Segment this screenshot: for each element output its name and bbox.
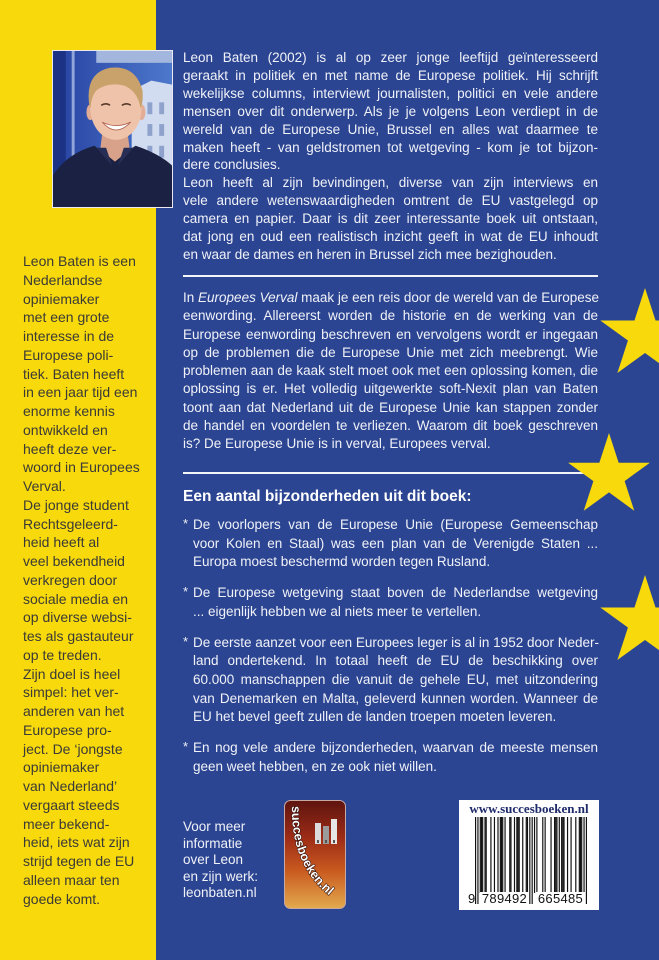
more-info-line: Voor meer — [183, 819, 246, 834]
book-line: toont aan dat Nederland uit de Europese Unie kan stappen zonder — [183, 399, 598, 415]
bio-line: Leon Baten is een — [23, 253, 136, 269]
asterisk-bullet-icon: * — [183, 633, 189, 649]
isbn-barcode — [459, 800, 599, 910]
about-line: en waar de dames en heren in Brussel zich mee bezighouden. — [183, 246, 557, 262]
bio-line: simpel: het ver- — [23, 684, 119, 701]
website-url: leonbaten.nl — [183, 885, 257, 900]
bio-line: tiek. Baten heeft — [23, 365, 125, 382]
about-line: wereld van de Europese Unie, Brussel en alles wat daarmee te — [183, 121, 598, 137]
more-info-line: over Leon — [183, 852, 244, 867]
bio-line: opiniemaker — [23, 759, 100, 776]
highlights-heading: Een aantal bijzonderheden uit dit boek: — [183, 488, 472, 505]
bio-line: opiniemaker — [23, 290, 100, 307]
bio-line: tes als gastauteur — [23, 628, 134, 644]
publisher-url: www.succesboeken.nl — [469, 801, 589, 816]
bio-line: ject. De ‘jongste — [23, 740, 123, 757]
author-photo — [52, 50, 173, 208]
publisher-logo-graphic — [284, 800, 346, 909]
highlight-item — [183, 516, 598, 572]
book-line: op de problemen die de Europese Unie met zich meebrengt. Wie — [183, 344, 598, 360]
highlight-item — [183, 634, 598, 728]
about-line: mensen over dit onderwerp. Als je je volgens Leon verdiept in de — [183, 103, 598, 119]
about-line: dere conclusies. — [183, 157, 281, 173]
more-info-text — [183, 819, 258, 902]
highlight-line: ... eigenlijk hebben we al niets meer te vertellen. — [193, 603, 482, 619]
highlight-item — [183, 584, 598, 621]
bio-line: strijd tegen de EU — [23, 853, 135, 869]
highlight-line: De Europese wetgeving staat boven de Nederlandse wetgeving — [193, 585, 598, 601]
book-title: Europees Verval — [198, 290, 298, 305]
bio-line: verkregen door — [23, 571, 118, 588]
book-line: problemen aan de kaak stelt moet ook met een oplossing komen, die — [183, 363, 598, 379]
book-line: oplossing is er. Het volledig uitgewerkte soft-Nexit plan van Baten — [183, 381, 598, 397]
book-description — [183, 289, 598, 454]
publisher-logo-text: succesboeken.nl — [288, 806, 337, 898]
book-line: eenwording. Allereerst worden de historie en de werking van de — [183, 308, 598, 324]
asterisk-bullet-icon: * — [183, 584, 189, 600]
about-line: Leon heeft al zijn bevindingen, diverse van zijn interviews en — [183, 175, 598, 191]
about-line: Leon Baten (2002) is al op zeer jonge leeftijd geïnteresseerd — [183, 50, 598, 65]
barcode-first-digit: 9 — [468, 891, 476, 906]
about-line: dat jong en oud een realistisch inzicht geeft in wat de EU inhoudt — [183, 229, 598, 245]
bio-line: Nederlandse — [23, 271, 103, 288]
highlight-line: 60.000 manschappen die vanuit de gehele EU, met uitzondering — [193, 671, 598, 687]
highlight-line: van Denemarken en Malta, geleverd kunnen worden. Wanneer de — [193, 690, 598, 706]
bio-line: De jonge student — [23, 496, 129, 513]
about-line: maken heeft - van geldstromen tot wetgeving - kom je tot bijzon- — [183, 139, 598, 155]
highlight-line: land ondertekend. In totaal heeft de EU de beschikking over — [193, 653, 598, 669]
bio-line: anderen van het — [23, 703, 125, 719]
highlight-line: voor Kolen en Staal) was een plan van de Verenigde Staten ... — [193, 535, 598, 551]
divider-line — [183, 275, 598, 277]
publisher-logo — [284, 800, 346, 909]
about-line: camera en papier. Daar is dit zeer interessante boek uit ontstaan, — [183, 211, 598, 227]
divider-line — [183, 472, 598, 474]
about-line: vele andere wetenswaardigheden omtrent de EU vastgelegd op — [183, 193, 598, 209]
bio-line: heid heeft al — [23, 534, 100, 551]
highlight-item — [183, 739, 598, 776]
author-bio — [23, 252, 151, 908]
bio-line: meer bekend- — [23, 815, 110, 832]
highlight-line: geen weet hebben, en ze ook niet willen. — [193, 758, 437, 774]
bio-line: in een jaar tijd een — [23, 384, 138, 401]
asterisk-bullet-icon: * — [183, 516, 189, 531]
bio-line: heeft deze ver- — [23, 440, 117, 457]
bio-line: Rechtsgeleerd- — [23, 515, 118, 532]
bio-line: op diverse websi- — [23, 609, 132, 626]
author-portrait-illustration — [53, 51, 172, 207]
bio-line: sociale media en — [23, 590, 129, 607]
bio-line: enorme kennis — [23, 403, 115, 419]
bio-line: Europese poli- — [23, 346, 114, 363]
bio-line: woord in Europees — [23, 459, 140, 476]
bio-line: Zijn doel is heel — [23, 665, 121, 682]
book-line: de handel en voordelen te verliezen. Waarom dit boek geschreven — [183, 418, 598, 434]
book-line: is? De Europese Unie is in verval, Europees verval. — [183, 436, 491, 452]
book-line: Europese eenwording beschreven en vervolgens wordt er ingegaan — [183, 326, 598, 342]
bio-line: met een grote — [23, 309, 110, 326]
star-icon — [600, 288, 659, 373]
highlight-line: Europa moest beschermd worden tegen Rusland. — [193, 554, 491, 570]
highlight-line: De voorlopers van de Europese Unie (Europese Gemeenschap — [193, 517, 598, 532]
barcode-right-digits: 665485 — [537, 891, 584, 906]
bio-line: alleen maar ten — [23, 871, 120, 888]
bio-line: op te treden. — [23, 646, 102, 663]
star-icon — [600, 575, 659, 660]
bio-line: Verval. — [23, 478, 66, 494]
highlight-line: En nog vele andere bijzonderheden, waarvan de meeste mensen — [193, 740, 598, 756]
book-line — [183, 289, 598, 307]
book-line-suffix: maak je een reis door de wereld van de Europese — [301, 290, 600, 305]
bio-line: van Nederland’ — [23, 778, 118, 794]
bio-line: heid, iets wat zijn — [23, 834, 130, 851]
bio-line: goede komt. — [23, 890, 101, 907]
highlight-line: EU het bevel geeft zullen de landen troepen moeten leveren. — [193, 709, 557, 725]
about-line: wekelijkse columns, interviewt journalisten, politici en vele andere — [183, 85, 598, 101]
highlight-line: De eerste aanzet voor een Europees leger is al in 1952 door Neder- — [193, 634, 599, 650]
about-author-text — [183, 49, 598, 264]
asterisk-bullet-icon: * — [183, 739, 189, 755]
bio-line: vergaart steeds — [23, 796, 120, 813]
more-info-line: en zijn werk: — [183, 868, 259, 884]
more-info-line: informatie — [183, 835, 243, 851]
book-line-prefix: In — [183, 290, 195, 305]
bio-line: ontwikkeld en — [23, 421, 108, 438]
bio-line: Europese pro- — [23, 721, 112, 738]
barcode-left-digits: 789492 — [481, 891, 528, 906]
bio-line: interesse in de — [23, 328, 115, 344]
highlights-list — [183, 516, 598, 776]
about-line: geraakt in politiek en met name de Europese politiek. Hij schrijft — [183, 67, 598, 83]
bio-line: veel bekendheid — [23, 553, 125, 569]
